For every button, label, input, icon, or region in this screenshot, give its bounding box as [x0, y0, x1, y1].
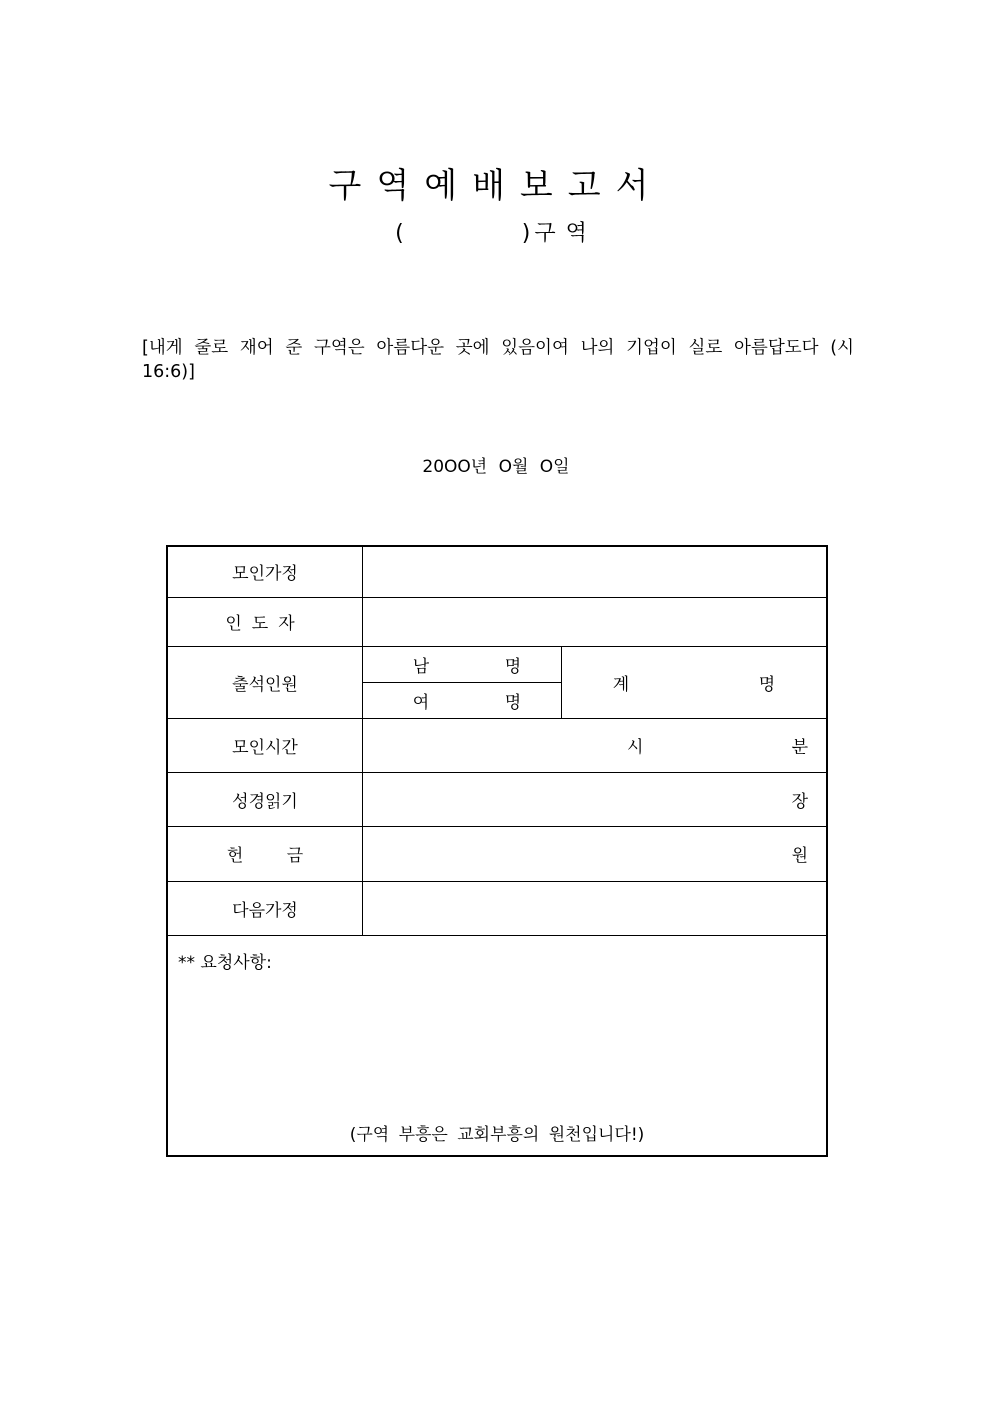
female-label: 여	[412, 692, 430, 713]
district-line	[0, 216, 992, 247]
female-unit: 명	[504, 692, 522, 713]
host-family-field[interactable]	[363, 546, 828, 597]
report-form-table	[166, 545, 828, 1157]
slogan: (구역 부흥은 교회부흥의 원천입니다!)	[349, 1125, 645, 1145]
district-open-paren: (	[395, 221, 404, 246]
total-count-field[interactable]	[562, 646, 828, 718]
offering-label: 헌 금	[167, 826, 363, 881]
total-unit: 명	[758, 674, 776, 695]
female-count-field[interactable]	[363, 682, 562, 718]
district-label: 구역	[534, 221, 597, 246]
next-family-label: 다음가정	[167, 881, 363, 935]
scripture-verse: [내게 줄로 재어 준 구역은 아름다운 곳에 있음이여 나의 기업이 실로 아름답도다 (시16:6)]	[142, 338, 854, 382]
minute-unit: 분	[791, 737, 808, 758]
leader-label: 인도자	[167, 597, 363, 646]
district-close-paren: )	[521, 221, 531, 246]
offering-field[interactable]	[363, 826, 828, 881]
won-unit: 원	[791, 846, 808, 866]
meeting-time-label: 모인시간	[167, 718, 363, 772]
attendance-label: 출석인원	[167, 646, 363, 718]
hour-unit: 시	[627, 737, 644, 758]
bible-reading-field[interactable]	[363, 772, 828, 826]
total-label: 계	[612, 674, 630, 695]
male-count-field[interactable]	[363, 646, 562, 682]
chapter-unit: 장	[791, 791, 808, 812]
leader-field[interactable]	[363, 597, 828, 646]
requests-field[interactable]	[167, 935, 827, 1156]
male-label: 남	[412, 656, 430, 677]
male-unit: 명	[504, 656, 522, 677]
host-family-label: 모인가정	[167, 546, 363, 597]
report-date: 20OO년 O월 O일	[422, 457, 570, 477]
meeting-time-field[interactable]	[363, 718, 828, 772]
document-title: 구역예배보고서	[328, 166, 664, 206]
next-family-field[interactable]	[363, 881, 828, 935]
requests-label: ** 요청사항:	[178, 952, 272, 973]
bible-reading-label: 성경읽기	[167, 772, 363, 826]
